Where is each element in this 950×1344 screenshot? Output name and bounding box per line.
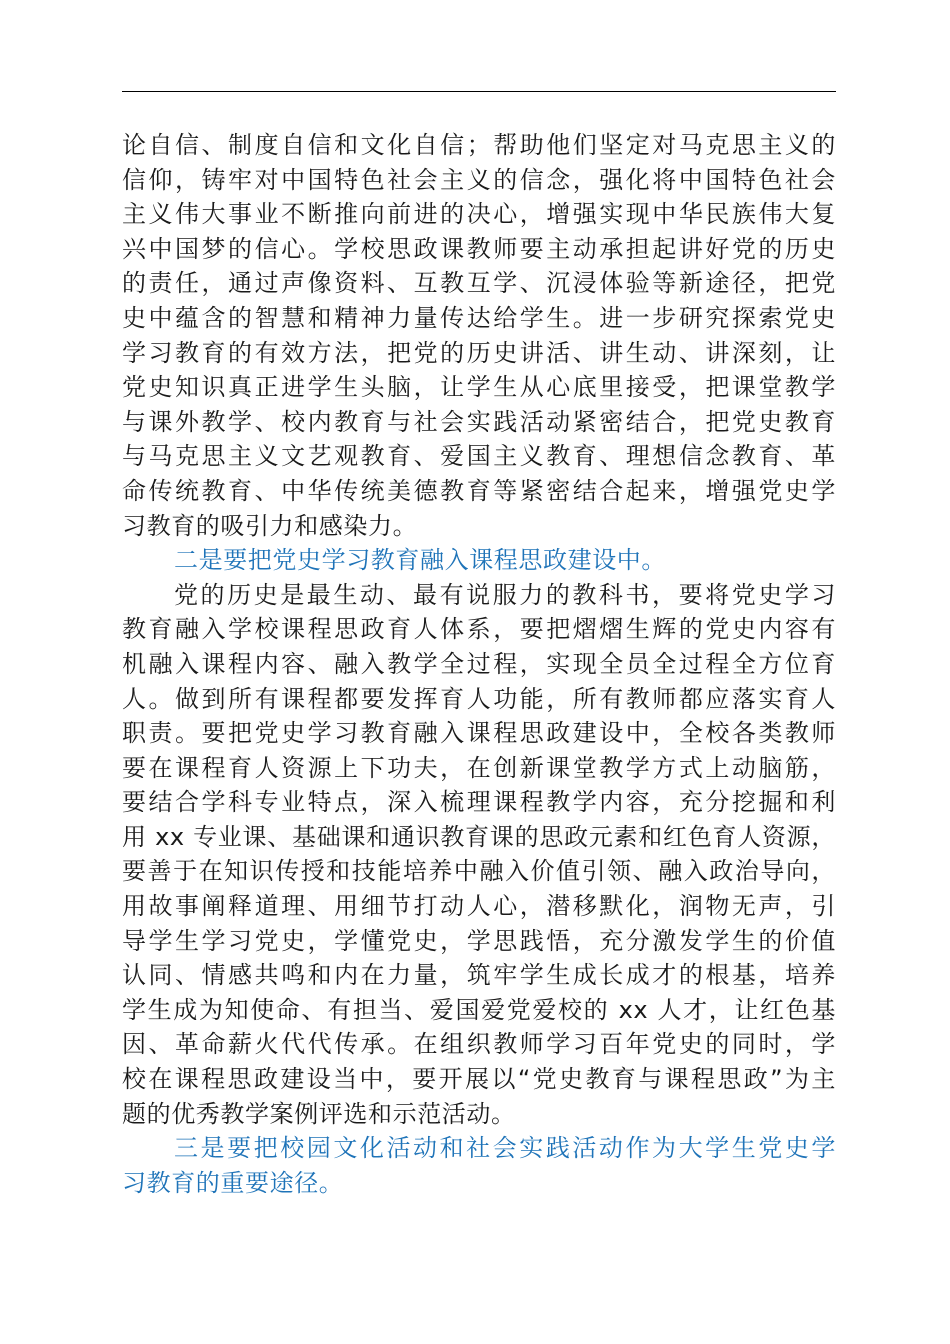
text-line: 教育融入学校课程思政育人体系，要把熠熠生辉的党史内容有 [122,615,836,644]
text-line: 信仰，铸牢对中国特色社会主义的信念，强化将中国特色社会 [122,165,836,194]
text-line: 命传统教育、中华传统美德教育等紧密结合起来，增强党史学 [122,476,836,505]
text-line: 因、革命薪火代代传承。在组织教师学习百年党史的同时，学 [122,1030,836,1059]
text-line: 与课外教学、校内教育与社会实践活动紧密结合，把党史教育 [122,407,836,436]
text-line: 导学生学习党史，学懂党史，学思践悟，充分激发学生的价值 [122,926,836,955]
text-line: 要结合学科专业特点，深入梳理课程教学内容，充分挖掘和利 [122,788,836,817]
text-line: 认同、情感共鸣和内在力量，筑牢学生成长成才的根基，培养 [122,961,836,990]
section-heading-continued: 习教育的重要途径。 [122,1168,344,1197]
section-heading: 二是要把党史学习教育融入课程思政建设中。 [174,546,666,575]
section-heading: 三是要把校园文化活动和社会实践活动作为大学生党史学 [174,1134,836,1163]
text-line: 主义伟大事业不断推向前进的决心，增强实现中华民族伟大复 [122,200,836,229]
text-line: 用故事阐释道理、用细节打动人心，潜移默化，润物无声，引 [122,892,836,921]
text-line: 用 xx 专业课、基础课和通识教育课的思政元素和红色育人资源， [122,822,836,851]
text-line: 要善于在知识传授和技能培养中融入价值引领、融入政治导向， [122,857,836,886]
text-line: 习教育的吸引力和感染力。 [122,511,418,540]
document-body [122,128,836,1200]
text-line: 党的历史是最生动、最有说服力的教科书，要将党史学习 [174,580,836,609]
text-line: 学生成为知使命、有担当、爱国爱党爱校的 xx 人才，让红色基 [122,995,836,1024]
text-line: 人。做到所有课程都要发挥育人功能，所有教师都应落实育人 [122,684,836,713]
text-line: 职责。要把党史学习教育融入课程思政建设中，全校各类教师 [122,719,836,748]
header-rule [122,91,836,92]
text-line: 要在课程育人资源上下功夫，在创新课堂教学方式上动脑筋， [122,753,836,782]
text-line: 题的优秀教学案例评选和示范活动。 [122,1099,516,1128]
text-line: 论自信、制度自信和文化自信；帮助他们坚定对马克思主义的 [122,131,836,159]
text-line: 的责任，通过声像资料、互教互学、沉浸体验等新途径，把党 [122,269,836,298]
text-line: 与马克思主义文艺观教育、爱国主义教育、理想信念教育、革 [122,442,836,471]
text-line: 机融入课程内容、融入教学全过程，实现全员全过程全方位育 [122,649,836,678]
text-line: 校在课程思政建设当中，要开展以“党史教育与课程思政”为主 [122,1065,836,1094]
text-line: 党史知识真正进学生头脑，让学生从心底里接受，把课堂教学 [122,373,836,402]
text-line: 兴中国梦的信心。学校思政课教师要主动承担起讲好党的历史 [122,234,836,263]
text-line: 学习教育的有效方法，把党的历史讲活、讲生动、讲深刻，让 [122,338,836,367]
text-line: 史中蕴含的智慧和精神力量传达给学生。进一步研究探索党史 [122,303,836,332]
